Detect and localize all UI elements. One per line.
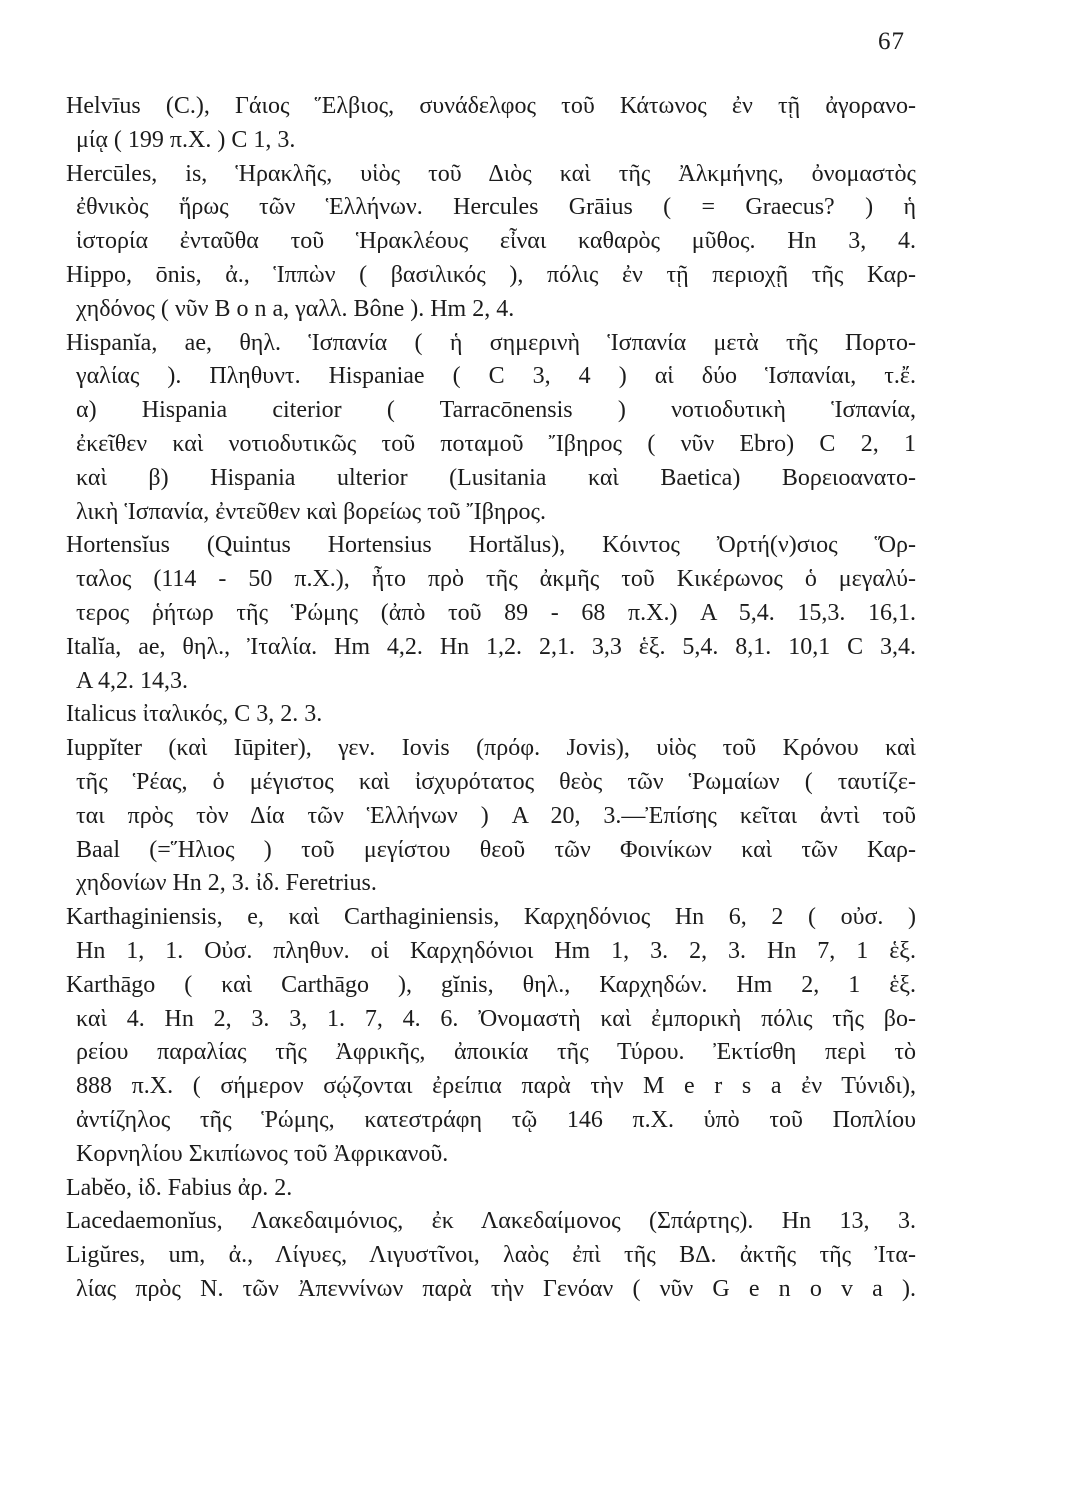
entry-line: Baal (=Ἥλιος ) τοῦ μεγίστου θεοῦ τῶν Φοινίκων καὶ τῶν Καρ- xyxy=(76,836,916,863)
entry-line: μίᾳ ( 199 π.Χ. ) C 1, 3. xyxy=(76,126,296,153)
entry-line: Hispanĭa, ae, θηλ. Ἱσπανία ( ἡ σημερινὴ Ἱσπανία μετὰ τῆς Πορτο- xyxy=(66,329,916,356)
entry-line: καὶ 4. Hn 2, 3. 3, 1. 7, 4. 6. Ὀνομαστὴ καὶ ἐμπορικὴ πόλις τῆς βο- xyxy=(76,1005,916,1032)
entry-line: Κορνηλίου Σκιπίωνος τοῦ Ἀφρικανοῦ. xyxy=(76,1140,449,1167)
entry-line: Hn 1, 1. Οὐσ. πληθυν. οἱ Καρχηδόνιοι Hm 1, 3. 2, 3. Hn 7, 1 ἑξ. xyxy=(76,937,916,964)
entry-line: α) Hispania citerior ( Tarracōnensis ) νοτιοδυτικὴ Ἱσπανία, xyxy=(76,397,916,424)
entry-line: Helvīus (C.), Γάιος Ἕλβιος, συνάδελφος τοῦ Κάτωνος ἐν τῇ ἀγορανο- xyxy=(66,93,916,119)
entry-line: καὶ β) Hispania ulterior (Lusitania καὶ Baetica) Βορειοανατο- xyxy=(76,464,916,491)
entry-line: ἐθνικὸς ἥρως τῶν Ἑλλήνων. Hercules Grāius ( = Graecus? ) ἡ xyxy=(76,194,916,221)
entry-line: Hortensĭus (Quintus Hortensius Hortălus), Κόιντος Ὀρτή(ν)σιος Ὅρ- xyxy=(66,532,916,559)
entry-line: 888 π.Χ. ( σήμερον σῴζονται ἐρείπια παρὰ τὴν M e r s a ἐν Τύνιδι), xyxy=(76,1073,916,1100)
entry-line: τερος ῥήτωρ τῆς Ῥώμης (ἀπὸ τοῦ 89 - 68 π.Χ.) A 5,4. 15,3. 16,1. xyxy=(76,599,916,626)
entry-line: τῆς Ῥέας, ὁ μέγιστος καὶ ἰσχυρότατος θεὸς τῶν Ῥωμαίων ( ταυτίζε- xyxy=(76,768,916,795)
entry-line: ταλος (114 - 50 π.Χ.), ἦτο πρὸ τῆς ἀκμῆς τοῦ Κικέρωνος ὁ μεγαλύ- xyxy=(76,566,916,593)
entry-line: λίας πρὸς Ν. τῶν Ἀπεννίνων παρὰ τὴν Γενόαν ( νῦν G e n o v a ). xyxy=(76,1275,916,1302)
entry-line: λικὴ Ἱσπανία, ἐντεῦθεν καὶ βορείως τοῦ Ἴβηρος. xyxy=(76,498,546,525)
entry-line: ται πρὸς τὸν Δία τῶν Ἑλλήνων ) A 20, 3.—Ἐπίσης κεῖται ἀντὶ τοῦ xyxy=(76,802,916,829)
entry-line: γαλίας ). Πληθυντ. Hispaniae ( C 3, 4 ) αἱ δύο Ἱσπανίαι, τ.ἔ. xyxy=(76,363,916,390)
entry-line: Karthāgo ( καὶ Carthāgo ), gĭnis, θηλ., Καρχηδών. Hm 2, 1 ἑξ. xyxy=(66,971,916,998)
page-number: 67 xyxy=(878,28,905,55)
entry-line: Italicus ἰταλικός, C 3, 2. 3. xyxy=(66,701,323,728)
entry-line: Ligŭres, um, ἀ., Λίγυες, Λιγυστῖνοι, λαὸς ἐπὶ τῆς ΒΔ. ἀκτῆς τῆς Ἰτα- xyxy=(66,1242,916,1269)
entry-line: Iuppĭter (καὶ Iūpiter), γεν. Iovis (πρόφ. Jovis), υἱὸς τοῦ Κρόνου καὶ xyxy=(66,735,916,762)
entry-line: Italĭa, ae, θηλ., Ἰταλία. Hm 4,2. Hn 1,2. 2,1. 3,3 ἑξ. 5,4. 8,1. 10,1 C 3,4. xyxy=(66,633,916,660)
entry-line: A 4,2. 14,3. xyxy=(76,667,189,694)
entry-line: ἱστορία ἐνταῦθα τοῦ Ἡρακλέους εἶναι καθαρὸς μῦθος. Hn 3, 4. xyxy=(76,228,916,255)
entry-line: χηδονίων Hn 2, 3. ἰδ. Feretrius. xyxy=(76,870,377,897)
entry-line: Karthaginiensis, e, καὶ Carthaginiensis, Καρχηδόνιος Hn 6, 2 ( οὐσ. ) xyxy=(66,904,916,931)
entry-line: Lacedaemonĭus, Λακεδαιμόνιος, ἐκ Λακεδαίμονος (Σπάρτης). Hn 13, 3. xyxy=(66,1208,916,1235)
entry-line: ρείου παραλίας τῆς Ἀφρικῆς, ἀποικία τῆς Τύρου. Ἐκτίσθη περὶ τὸ xyxy=(76,1039,916,1066)
entry-line: χηδόνος ( νῦν B o n a, γαλλ. Bône ). Hm 2, 4. xyxy=(76,295,515,322)
entry-line: Hippo, ōnis, ἀ., Ἱππὼν ( βασιλικός ), πόλις ἐν τῇ περιοχῇ τῆς Καρ- xyxy=(66,261,916,288)
entry-line: Hercūles, is, Ἡρακλῆς, υἱὸς τοῦ Διὸς καὶ τῆς Ἀλκμήνης, ὀνομαστὸς xyxy=(66,160,916,187)
entry-line: ἐκεῖθεν καὶ νοτιοδυτικῶς τοῦ ποταμοῦ Ἴβηρος ( νῦν Ebro) C 2, 1 xyxy=(76,430,916,457)
entry-line: ἀντίζηλος τῆς Ῥώμης, κατεστράφη τῷ 146 π.Χ. ὑπὸ τοῦ Ποπλίου xyxy=(76,1106,916,1133)
entry-line: Labĕo, ἰδ. Fabius ἀρ. 2. xyxy=(66,1174,293,1201)
dictionary-body xyxy=(64,90,916,1307)
